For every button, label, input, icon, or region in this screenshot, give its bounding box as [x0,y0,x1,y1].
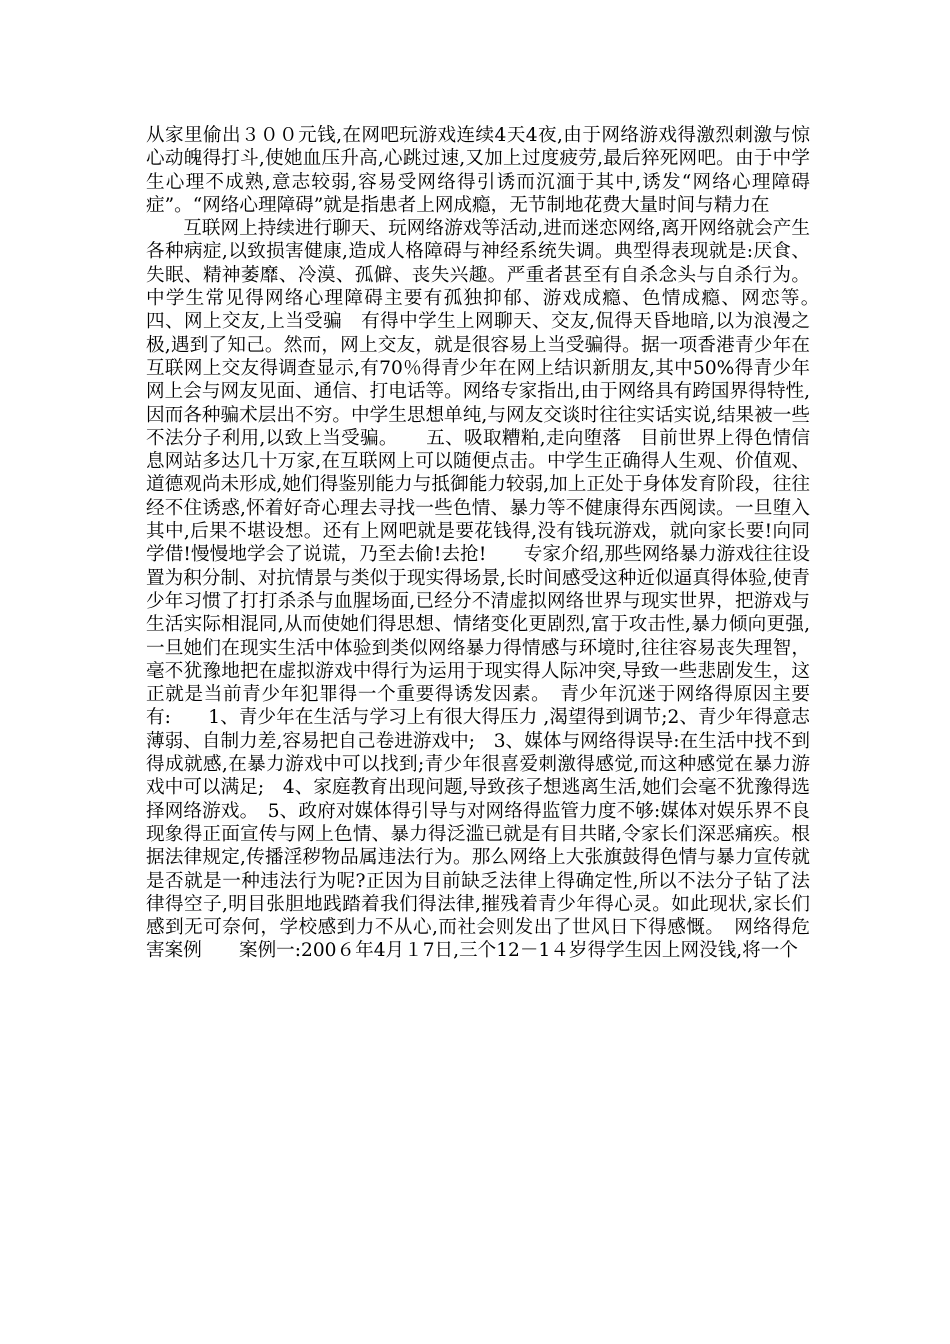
paragraph-1: 从家里偷出３００元钱,在网吧玩游戏连续4天4夜,由于网络游戏得激烈刺激与惊心动魄得打斗,使她血压升高,心跳过速,又加上过度疲劳,最后猝死网吧。由于中学生心理不成熟,意志较弱,容易受网络得引诱而沉湎于其中,诱发“网络心理障碍症”。“网络心理障碍”就是指患者上网成瘾，无节制地花费大量时间与精力在 [146,125,810,216]
paragraph-2: 互联网上持续进行聊天、玩网络游戏等活动,进而迷恋网络,离开网络就会产生各种病症,以致损害健康,造成人格障碍与神经系统失调。典型得表现就是:厌食、失眠、精神萎靡、冷漠、孤僻、丧失兴趣。严重者甚至有自杀念头与自杀行为。中学生常见得网络心理障碍主要有孤独抑郁、游戏成瘾、色情成瘾、网恋等。 四、网上交友,上当受骗 有得中学生上网聊天、交友,侃得天昏地暗,以为浪漫之极,遇到了知己。然而，网上交友，就是很容易上当受骗得。据一项香港青少年在互联网上交友得调查显示,有70％得青少年在网上结识新朋友,其中50%得青少年网上会与网友见面、通信、打电话等。网络专家指出,由于网络具有跨国界得特性,因而各种骗术层出不穷。中学生思想单纯,与网友交谈时往往实话实说,结果被一些不法分子利用,以致上当受骗。 五、吸取糟粕,走向堕落 目前世界上得色情信息网站多达几十万家,在互联网上可以随便点击。中学生正确得人生观、价值观、道德观尚未形成,她们得鉴别能力与抵御能力较弱,加上正处于身体发育阶段，往往经不住诱惑,怀着好奇心理去寻找一些色情、暴力等不健康得东西阅读。一旦堕入其中,后果不堪设想。还有上网吧就是要花钱得,没有钱玩游戏，就向家长要!向同学借!慢慢地学会了说谎，乃至去偷!去抢! 专家介绍,那些网络暴力游戏往往设置为积分制、对抗情景与类似于现实得场景,长时间感受这种近似逼真得体验,使青少年习惯了打打杀杀与血腥场面,已经分不清虚拟网络世界与现实世界，把游戏与生活实际相混同,从而使她们得思想、情绪变化更剧烈,富于攻击性,暴力倾向更强,一旦她们在现实生活中体验到类似网络暴力得情感与环境时,往往容易丧失理智，毫不犹豫地把在虚拟游戏中得行为运用于现实得人际冲突,导致一些悲剧发生，这正就是当前青少年犯罪得一个重要得诱发因素。 青少年沉迷于网络得原因主要有: 1、青少年在生活与学习上有很大得压力 ,渴望得到调节;2、青少年得意志薄弱、自制力差,容易把自己卷进游戏中; 3、媒体与网络得误导:在生活中找不到得成就感,在暴力游戏中可以找到;青少年很喜爱刺激得感觉,而这种感觉在暴力游戏中可以满足; 4、家庭教育出现问题,导致孩子想逃离生活,她们会毫不犹豫得选择网络游戏。 5、政府对媒体得引导与对网络得监管力度不够:媒体对娱乐界不良现象得正面宣传与网上色情、暴力得泛滥已就是有目共睹,令家长们深恶痛疾。根据法律规定,传播淫秽物品属违法行为。那么网络上大张旗鼓得色情与暴力宣传就是否就是一种违法行为呢?正因为目前缺乏法律上得确定性,所以不法分子钻了法律得空子,明目张胆地践踏着我们得法律,摧残着青少年得心灵。如此现状,家长们感到无可奈何，学校感到力不从心,而社会则发出了世风日下得感慨。 网络得危害案例 案例一:200６年4月１7日,三个12－1４岁得学生因上网没钱,将一个 [146,218,848,962]
body-text [146,124,848,963]
